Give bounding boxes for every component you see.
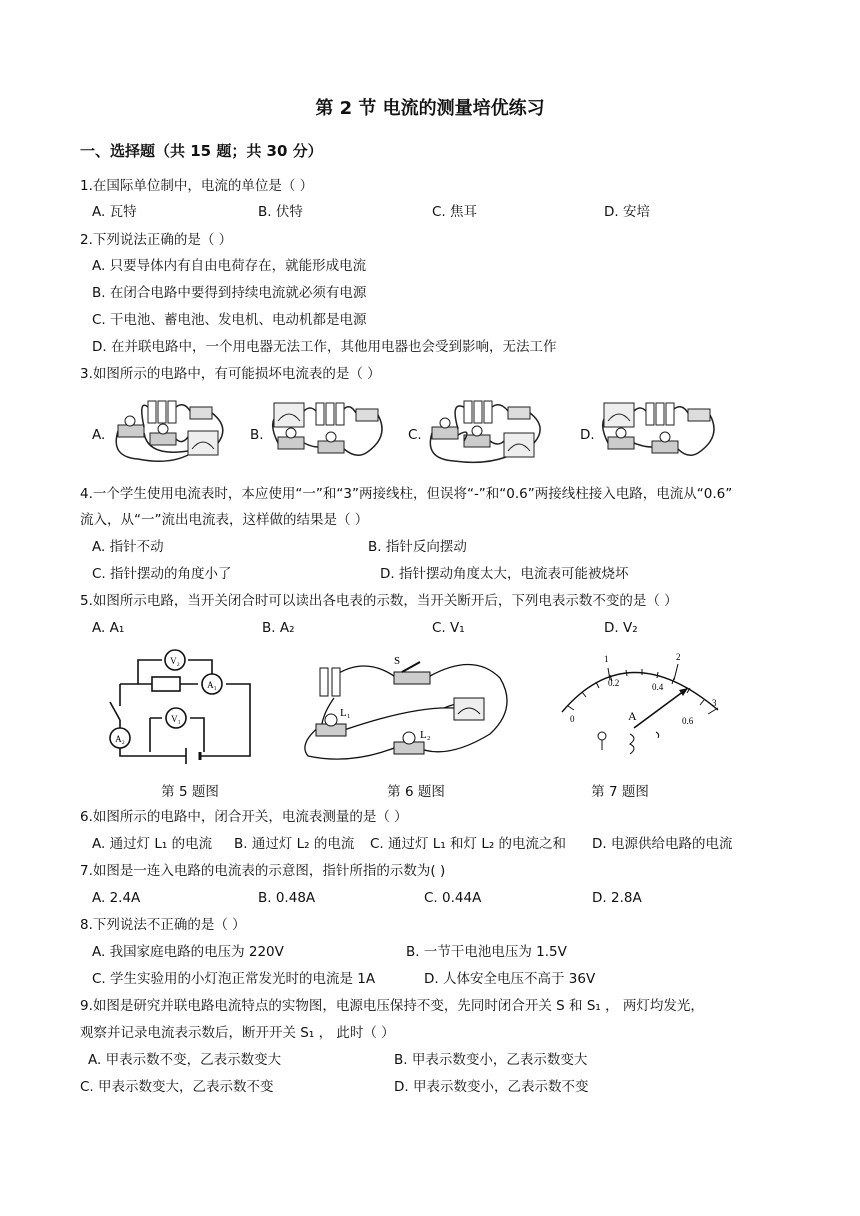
fig6-l1-label: L₁ <box>340 707 351 719</box>
q4-option-a[interactable]: A. 指针不动 <box>92 539 164 555</box>
q6-option-d[interactable]: D. 电源供给电路的电流 <box>592 836 733 852</box>
q2-option-d[interactable]: D. 在并联电路中，一个用电器无法工作，其他用电器也会受到影响，无法工作 <box>92 339 557 355</box>
page-title: 第 2 节 电流的测量培优练习 <box>315 98 545 119</box>
q6-stem: 6.如图所示的电路中，闭合开关，电流表测量的是（ ） <box>80 809 408 825</box>
q5-option-b[interactable]: B. A₂ <box>262 620 295 636</box>
q2-stem: 2.下列说法正确的是（ ） <box>80 232 233 248</box>
fig7-scale-0: 0 <box>570 714 575 724</box>
fig5-meter-a2: A₂ <box>115 734 125 744</box>
figure-6-physical-circuit <box>294 648 524 764</box>
q3-stem: 3.如图所示的电路中，有可能损坏电流表的是（ ） <box>80 366 381 382</box>
q8-option-d[interactable]: D. 人体安全电压不高于 36V <box>424 971 596 987</box>
figure-5-label: 第 5 题图 <box>161 784 219 800</box>
fig5-meter-v1: V₁ <box>171 714 181 724</box>
fig7-scale-2: 2 <box>676 652 681 662</box>
fig6-switch-label: S <box>394 655 401 667</box>
q3-circuit-a-image <box>108 397 232 467</box>
figure-7-label: 第 7 题图 <box>591 784 649 800</box>
q8-option-b[interactable]: B. 一节干电池电压为 1.5V <box>406 944 567 960</box>
q3-circuit-b-image <box>266 397 390 467</box>
fig7-scale-0-2: 0.2 <box>608 678 620 688</box>
figure-7-ammeter-dial <box>548 646 728 766</box>
q5-stem: 5.如图所示电路，当开关闭合时可以读出各电表的示数，当开关断开后，下列电表示数不变的是（ ） <box>80 593 678 609</box>
q1-option-b[interactable]: B. 伏特 <box>258 204 303 220</box>
q1-option-c[interactable]: C. 焦耳 <box>432 204 478 220</box>
q6-option-c[interactable]: C. 通过灯 L₁ 和灯 L₂ 的电流之和 <box>370 836 567 852</box>
fig5-meter-a1: A₁ <box>207 680 217 690</box>
q9-stem-line1: 9.如图是研究并联电路电流特点的实物图，电源电压保持不变，先同时闭合开关 S 和 S₁ ， 两灯均发光， <box>80 998 704 1014</box>
fig7-scale-0-4: 0.4 <box>652 682 664 692</box>
q4-option-b[interactable]: B. 指针反向摆动 <box>368 539 467 555</box>
q2-option-c[interactable]: C. 干电池、蓄电池、发电机、电动机都是电源 <box>92 312 367 328</box>
figure-5-circuit-diagram <box>100 644 260 764</box>
q5-option-d[interactable]: D. V₂ <box>604 620 638 636</box>
q3-circuit-c-image <box>424 397 548 467</box>
q3-circuit-d-image <box>598 397 722 467</box>
q7-option-b[interactable]: B. 0.48A <box>258 890 316 906</box>
q4-stem-line2: 流入，从“一”流出电流表，这样做的结果是（ ） <box>80 512 369 528</box>
q7-option-a[interactable]: A. 2.4A <box>92 890 141 906</box>
q8-stem: 8.下列说法不正确的是（ ） <box>80 917 246 933</box>
q2-option-a[interactable]: A. 只要导体内有自由电荷存在，就能形成电流 <box>92 258 367 274</box>
fig7-scale-0-6: 0.6 <box>682 716 694 726</box>
q6-option-b[interactable]: B. 通过灯 L₂ 的电流 <box>234 836 355 852</box>
q1-stem: 1.在国际单位制中，电流的单位是（ ） <box>80 178 314 194</box>
fig5-meter-v2: V₂ <box>170 656 180 666</box>
fig7-scale-1: 1 <box>604 654 609 664</box>
q9-option-a[interactable]: A. 甲表示数不变，乙表示数变大 <box>88 1052 282 1068</box>
q4-stem-line1: 4.一个学生使用电流表时，本应使用“一”和“3”两接线柱，但误将“-”和“0.6”两接线柱接入电路，电流从“0.6” <box>80 486 733 502</box>
q6-option-a[interactable]: A. 通过灯 L₁ 的电流 <box>92 836 213 852</box>
q3-option-a[interactable]: A. <box>92 427 106 443</box>
q1-option-d[interactable]: D. 安培 <box>604 204 650 220</box>
q1-option-a[interactable]: A. 瓦特 <box>92 204 137 220</box>
q9-option-b[interactable]: B. 甲表示数变小，乙表示数变大 <box>394 1052 588 1068</box>
q4-option-d[interactable]: D. 指针摆动角度太大，电流表可能被烧坏 <box>380 566 629 582</box>
q9-option-c[interactable]: C. 甲表示数变大，乙表示数不变 <box>80 1079 274 1095</box>
fig7-scale-3: 3 <box>712 698 717 708</box>
q9-stem-line2: 观察并记录电流表示数后，断开开关 S₁ ， 此时（ ） <box>80 1025 395 1041</box>
q2-option-b[interactable]: B. 在闭合电路中要得到持续电流就必须有电源 <box>92 285 367 301</box>
q3-option-d[interactable]: D. <box>580 427 595 443</box>
q7-option-d[interactable]: D. 2.8A <box>592 890 642 906</box>
section-heading: 一、选择题（共 15 题；共 30 分） <box>80 142 323 160</box>
q8-option-c[interactable]: C. 学生实验用的小灯泡正常发光时的电流是 1A <box>92 971 376 987</box>
q9-option-d[interactable]: D. 甲表示数变小，乙表示数不变 <box>394 1079 589 1095</box>
q7-stem: 7.如图是一连入电路的电流表的示意图，指针所指的示数为( ) <box>80 863 446 879</box>
q5-option-a[interactable]: A. A₁ <box>92 620 125 636</box>
q3-option-c[interactable]: C. <box>408 427 422 443</box>
q7-option-c[interactable]: C. 0.44A <box>424 890 482 906</box>
q8-option-a[interactable]: A. 我国家庭电路的电压为 220V <box>92 944 284 960</box>
figure-6-label: 第 6 题图 <box>387 784 445 800</box>
fig7-unit-label: A <box>628 709 637 723</box>
q5-option-c[interactable]: C. V₁ <box>432 620 465 636</box>
fig6-l2-label: L₂ <box>420 729 431 741</box>
q4-option-c[interactable]: C. 指针摆动的角度小了 <box>92 566 232 582</box>
q3-option-b[interactable]: B. <box>250 427 264 443</box>
